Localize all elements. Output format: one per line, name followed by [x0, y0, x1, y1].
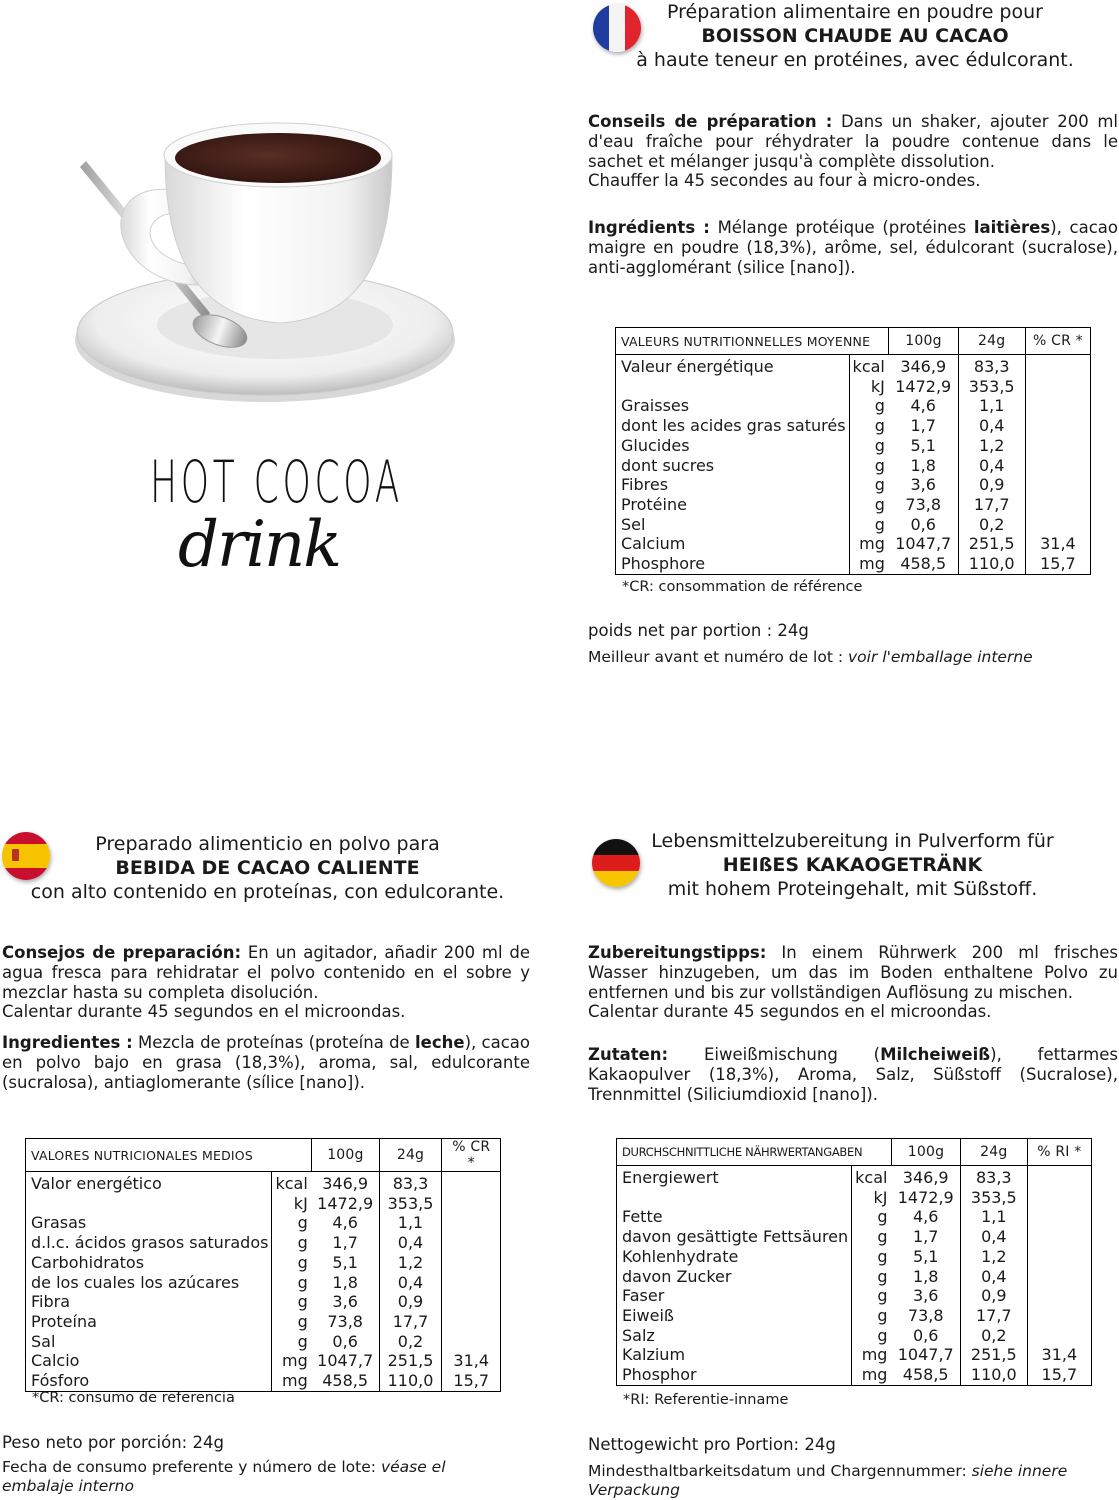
nutrition-row: [617, 1365, 1092, 1385]
nutrient-unit: g: [852, 1207, 892, 1227]
nutrient-name: Protéine: [616, 495, 850, 515]
es-title-line3: con alto contenido en proteínas, con edulcorante.: [30, 881, 505, 903]
nutrient-unit: g: [849, 515, 889, 535]
nutrient-name: Fibres: [616, 475, 850, 495]
nutrient-name: Carbohidratos: [26, 1253, 272, 1273]
de-footnote: *RI: Referentie-inname: [623, 1392, 789, 1408]
nutrition-row: [616, 436, 1091, 456]
value-100g: 1472,9: [889, 377, 958, 397]
nutrient-name: dont sucres: [616, 456, 850, 476]
value-24g: 1,1: [960, 1207, 1027, 1227]
nutrition-row: [617, 1247, 1092, 1267]
fr-preparation-text: [588, 112, 1118, 191]
value-cr: [1027, 1166, 1091, 1188]
es-col-100g: 100g: [312, 1139, 379, 1172]
de-prep-label: Zubereitungstipps:: [588, 943, 767, 962]
nutrient-unit: kcal: [849, 355, 889, 377]
value-100g: 4,6: [891, 1207, 960, 1227]
fr-product-title: [610, 0, 1100, 72]
nutrient-name: Glucides: [616, 436, 850, 456]
de-col-header: DURCHSCHNITTLICHE NÄHRWERTANGABEN: [617, 1139, 892, 1166]
nutrient-name: d.l.c. ácidos grasos saturados: [26, 1233, 272, 1253]
value-cr: 31,4: [442, 1351, 501, 1371]
nutrition-row: [26, 1312, 501, 1332]
value-100g: 0,6: [889, 515, 958, 535]
nutrient-name: Calcio: [26, 1351, 272, 1371]
nutrient-unit: g: [272, 1253, 312, 1273]
value-24g: 1,1: [379, 1213, 442, 1233]
cocoa-cup-image: [70, 95, 460, 415]
de-net-weight: Nettogewicht pro Portion: 24g: [588, 1435, 836, 1454]
fr-ingr-label: Ingrédients :: [588, 218, 710, 237]
value-100g: 1,7: [891, 1227, 960, 1247]
value-cr: 31,4: [1027, 1345, 1091, 1365]
de-title-line2: HEIßES KAKAOGETRÄNK: [722, 854, 983, 876]
es-best-value: véase el embalaje interno: [2, 1458, 446, 1495]
value-cr: [442, 1194, 501, 1214]
de-col-24g: 24g: [960, 1139, 1027, 1166]
value-24g: 0,4: [960, 1267, 1027, 1287]
value-24g: 0,9: [960, 1286, 1027, 1306]
nutrition-row: [617, 1207, 1092, 1227]
value-24g: 353,5: [960, 1188, 1027, 1208]
nutrient-name: Fibra: [26, 1292, 272, 1312]
value-24g: 0,4: [960, 1227, 1027, 1247]
nutrient-unit: g: [849, 495, 889, 515]
value-cr: [1025, 456, 1090, 476]
value-cr: [1027, 1207, 1091, 1227]
de-nutrition-table: [616, 1138, 1092, 1386]
value-cr: [1027, 1227, 1091, 1247]
fr-net-weight: poids net par portion : 24g: [588, 621, 809, 640]
value-100g: 73,8: [891, 1306, 960, 1326]
es-prep-body2: Calentar durante 45 segundos en el microondas.: [2, 1002, 406, 1022]
value-100g: 1472,9: [891, 1188, 960, 1208]
fr-best-value: voir l'emballage interne: [848, 648, 1033, 666]
fr-ingr-b: ), cacao maigre en poudre (18,3%), arôme, sel, édulcorant (sucralose), anti-agglomérant (silice [nano]).: [588, 218, 1118, 277]
nutrient-name: Fette: [617, 1207, 852, 1227]
nutrition-row: [617, 1188, 1092, 1208]
value-100g: 1047,7: [889, 534, 958, 554]
value-100g: 1047,7: [891, 1345, 960, 1365]
value-100g: 5,1: [312, 1253, 379, 1273]
value-cr: [442, 1332, 501, 1352]
value-100g: 4,6: [889, 396, 958, 416]
es-col-cr: % CR *: [442, 1139, 501, 1172]
value-24g: 0,4: [958, 416, 1025, 436]
value-24g: 83,3: [958, 355, 1025, 377]
value-cr: [1025, 396, 1090, 416]
nutrient-name: [617, 1188, 852, 1208]
value-100g: 458,5: [889, 554, 958, 574]
de-product-title: [615, 829, 1090, 901]
nutrient-unit: g: [852, 1306, 892, 1326]
de-best-label: Mindesthaltbarkeitsdatum und Chargennummer:: [588, 1462, 972, 1480]
value-100g: 1,7: [889, 416, 958, 436]
fr-ingr-allergen: laitières: [973, 218, 1051, 237]
nutrition-row: [617, 1326, 1092, 1346]
nutrient-unit: g: [272, 1312, 312, 1332]
nutrient-name: Fósforo: [26, 1371, 272, 1391]
nutrition-row: [617, 1306, 1092, 1326]
es-nutrition-table: [25, 1138, 501, 1392]
es-best-before: [2, 1458, 472, 1496]
value-cr: [1027, 1306, 1091, 1326]
value-24g: 251,5: [379, 1351, 442, 1371]
nutrient-name: davon gesättigte Fettsäuren: [617, 1227, 852, 1247]
nutrient-unit: g: [852, 1247, 892, 1267]
nutrient-unit: kJ: [849, 377, 889, 397]
value-cr: [1027, 1188, 1091, 1208]
nutrient-unit: g: [852, 1267, 892, 1287]
nutrient-name: Grasas: [26, 1213, 272, 1233]
de-ingr-label: Zutaten:: [588, 1045, 669, 1064]
fr-title-line2: BOISSON CHAUDE AU CACAO: [701, 25, 1009, 47]
nutrient-unit: g: [849, 416, 889, 436]
es-ingr-a: Mezcla de proteínas (proteína de: [132, 1033, 415, 1052]
nutrient-unit: kcal: [852, 1166, 892, 1188]
value-100g: 3,6: [891, 1286, 960, 1306]
nutrient-name: Kohlenhydrate: [617, 1247, 852, 1267]
value-24g: 1,1: [958, 396, 1025, 416]
de-ingr-allergen: Milcheiweiß: [880, 1045, 991, 1064]
value-24g: 17,7: [379, 1312, 442, 1332]
value-100g: 346,9: [889, 355, 958, 377]
nutrition-row: [616, 456, 1091, 476]
nutrient-name: Sel: [616, 515, 850, 535]
value-cr: [1025, 377, 1090, 397]
value-24g: 17,7: [958, 495, 1025, 515]
fr-col-header: VALEURS NUTRITIONNELLES MOYENNE: [616, 328, 889, 355]
value-cr: [1027, 1326, 1091, 1346]
value-cr: [1025, 475, 1090, 495]
value-100g: 3,6: [889, 475, 958, 495]
nutrient-unit: g: [852, 1326, 892, 1346]
value-100g: 1,8: [889, 456, 958, 476]
value-24g: 0,2: [960, 1326, 1027, 1346]
fr-prep-body: Dans un shaker, ajouter 200 ml d'eau fraîche pour réhydrater la poudre contenue dans le sachet et mélanger jusqu'à complète dissolution.: [588, 112, 1118, 171]
de-ingr-b: ), fettarmes Kakaopulver (18,3%), Aroma, Salz, Süßstoff (Sucralose), Trennmittel (Siliciumdioxid [nano]).: [588, 1045, 1118, 1104]
value-cr: [1025, 355, 1090, 377]
value-24g: 110,0: [958, 554, 1025, 574]
value-100g: 0,6: [891, 1326, 960, 1346]
value-cr: [442, 1233, 501, 1253]
nutrient-unit: mg: [272, 1371, 312, 1391]
value-cr: [1025, 515, 1090, 535]
value-24g: 0,2: [958, 515, 1025, 535]
nutrition-row: [616, 416, 1091, 436]
nutrition-row: [616, 534, 1091, 554]
nutrient-unit: g: [849, 396, 889, 416]
nutrient-name: Faser: [617, 1286, 852, 1306]
fr-title-line1: Préparation alimentaire en poudre pour: [667, 1, 1043, 23]
nutrient-name: davon Zucker: [617, 1267, 852, 1287]
value-24g: 1,2: [960, 1247, 1027, 1267]
nutrient-name: Proteína: [26, 1312, 272, 1332]
nutrient-unit: g: [849, 475, 889, 495]
es-ingredients-text: [2, 1033, 530, 1092]
fr-ingr-a: Mélange protéique (protéines: [709, 218, 974, 237]
es-col-header: VALORES NUTRICIONALES MEDIOS: [26, 1139, 312, 1172]
value-100g: 5,1: [889, 436, 958, 456]
de-title-line1: Lebensmittelzubereitung in Pulverform für: [651, 830, 1054, 852]
nutrition-row: [26, 1292, 501, 1312]
nutrient-name: dont les acides gras saturés: [616, 416, 850, 436]
value-100g: 346,9: [891, 1166, 960, 1188]
es-preparation-text: [2, 943, 530, 1022]
fr-nutrition-table: [615, 327, 1091, 575]
value-100g: 1047,7: [312, 1351, 379, 1371]
value-cr: [1027, 1286, 1091, 1306]
value-24g: 251,5: [960, 1345, 1027, 1365]
nutrition-row: [617, 1166, 1092, 1188]
nutrition-row: [26, 1233, 501, 1253]
value-24g: 83,3: [379, 1172, 442, 1194]
nutrient-unit: g: [852, 1227, 892, 1247]
value-cr: [1027, 1247, 1091, 1267]
value-24g: 0,4: [379, 1273, 442, 1293]
value-100g: 73,8: [889, 495, 958, 515]
fr-best-before: [588, 648, 1108, 667]
nutrition-row: [616, 515, 1091, 535]
de-ingr-a: Eiweißmischung (: [668, 1045, 881, 1064]
nutrient-name: Sal: [26, 1332, 272, 1352]
nutrient-unit: g: [849, 436, 889, 456]
value-24g: 110,0: [960, 1365, 1027, 1385]
value-24g: 0,4: [958, 456, 1025, 476]
es-prep-body: En un agitador, añadir 200 ml de agua fresca para rehidratar el polvo contenido en el sobre y mezclar hasta su completa disolución.: [2, 943, 530, 1002]
nutrient-unit: mg: [849, 534, 889, 554]
nutrition-row: [617, 1345, 1092, 1365]
nutrient-name: Phosphore: [616, 554, 850, 574]
nutrient-unit: g: [272, 1332, 312, 1352]
value-24g: 1,2: [958, 436, 1025, 456]
value-100g: 1472,9: [312, 1194, 379, 1214]
fr-footnote: *CR: consommation de référence: [622, 579, 863, 595]
value-cr: [1025, 436, 1090, 456]
nutrient-name: Energiewert: [617, 1166, 852, 1188]
nutrition-row: [617, 1286, 1092, 1306]
nutrition-row: [26, 1253, 501, 1273]
value-24g: 0,2: [379, 1332, 442, 1352]
nutrient-name: [26, 1194, 272, 1214]
es-col-24g: 24g: [379, 1139, 442, 1172]
value-24g: 353,5: [958, 377, 1025, 397]
value-100g: 458,5: [891, 1365, 960, 1385]
value-24g: 110,0: [379, 1371, 442, 1391]
fr-title-line3: à haute teneur en protéines, avec édulcorant.: [636, 49, 1074, 71]
value-100g: 0,6: [312, 1332, 379, 1352]
value-24g: 1,2: [379, 1253, 442, 1273]
value-100g: 3,6: [312, 1292, 379, 1312]
nutrient-unit: kJ: [852, 1188, 892, 1208]
nutrition-row: [26, 1273, 501, 1293]
nutrition-row: [26, 1332, 501, 1352]
value-cr: 15,7: [442, 1371, 501, 1391]
value-100g: 73,8: [312, 1312, 379, 1332]
value-100g: 1,7: [312, 1233, 379, 1253]
nutrient-unit: mg: [852, 1365, 892, 1385]
nutrition-row: [617, 1267, 1092, 1287]
nutrient-name: Phosphor: [617, 1365, 852, 1385]
de-best-before: [588, 1462, 1098, 1500]
nutrition-row: [26, 1194, 501, 1214]
value-100g: 1,8: [312, 1273, 379, 1293]
fr-prep-body2: Chauffer la 45 secondes au four à micro-ondes.: [588, 171, 981, 191]
value-cr: [442, 1273, 501, 1293]
es-net-weight: Peso neto por porción: 24g: [2, 1433, 224, 1452]
value-cr: [1027, 1267, 1091, 1287]
es-title-line1: Preparado alimenticio en polvo para: [95, 833, 440, 855]
nutrient-unit: kcal: [272, 1172, 312, 1194]
value-cr: 15,7: [1025, 554, 1090, 574]
value-24g: 17,7: [960, 1306, 1027, 1326]
value-cr: [442, 1312, 501, 1332]
nutrition-row: [616, 554, 1091, 574]
nutrient-name: [616, 377, 850, 397]
hero-title-drink: drink: [178, 508, 341, 582]
de-prep-body2: Calentar durante 45 segundos en el microondas.: [588, 1002, 992, 1022]
de-col-100g: 100g: [891, 1139, 960, 1166]
nutrient-unit: kJ: [272, 1194, 312, 1214]
nutrient-name: de los cuales los azúcares: [26, 1273, 272, 1293]
nutrition-row: [26, 1213, 501, 1233]
nutrient-unit: g: [272, 1233, 312, 1253]
nutrition-row: [616, 377, 1091, 397]
value-100g: 458,5: [312, 1371, 379, 1391]
es-best-label: Fecha de consumo preferente y número de lote:: [2, 1458, 381, 1476]
nutrition-row: [617, 1227, 1092, 1247]
fr-col-cr: % CR *: [1025, 328, 1090, 355]
nutrient-unit: mg: [852, 1345, 892, 1365]
nutrient-name: Valor energético: [26, 1172, 272, 1194]
de-preparation-text: [588, 943, 1118, 1022]
nutrition-row: [616, 475, 1091, 495]
value-24g: 251,5: [958, 534, 1025, 554]
value-24g: 353,5: [379, 1194, 442, 1214]
es-product-title: [15, 832, 520, 904]
nutrient-name: Kalzium: [617, 1345, 852, 1365]
nutrient-name: Calcium: [616, 534, 850, 554]
nutrition-row: [26, 1172, 501, 1194]
nutrient-unit: g: [852, 1286, 892, 1306]
es-ingr-allergen: leche: [415, 1033, 465, 1052]
value-24g: 0,9: [379, 1292, 442, 1312]
value-24g: 83,3: [960, 1166, 1027, 1188]
nutrient-unit: g: [849, 456, 889, 476]
fr-col-24g: 24g: [958, 328, 1025, 355]
nutrient-name: Valeur énergétique: [616, 355, 850, 377]
nutrition-row: [616, 355, 1091, 377]
nutrient-name: Graisses: [616, 396, 850, 416]
fr-ingredients-text: [588, 218, 1118, 277]
value-cr: [1025, 416, 1090, 436]
fr-best-label: Meilleur avant et numéro de lot :: [588, 648, 848, 666]
nutrient-unit: mg: [272, 1351, 312, 1371]
de-title-line3: mit hohem Proteingehalt, mit Süßstoff.: [667, 878, 1038, 900]
nutrient-name: Eiweiß: [617, 1306, 852, 1326]
value-100g: 5,1: [891, 1247, 960, 1267]
nutrient-unit: g: [272, 1292, 312, 1312]
de-ingredients-text: [588, 1045, 1118, 1104]
nutrition-row: [26, 1351, 501, 1371]
nutrition-row: [26, 1371, 501, 1391]
es-ingr-b: ), cacao en polvo bajo en grasa (18,3%), aroma, sal, edulcorante (sucralosa), antiaglomerante (sílice [nano]).: [2, 1033, 530, 1092]
es-ingr-label: Ingredientes :: [2, 1033, 133, 1052]
nutrient-name: Salz: [617, 1326, 852, 1346]
fr-col-100g: 100g: [889, 328, 958, 355]
hero-title-hot-cocoa: HOT COCOA: [150, 448, 404, 516]
value-cr: [1025, 495, 1090, 515]
nutrition-row: [616, 396, 1091, 416]
de-col-ri: % RI *: [1027, 1139, 1091, 1166]
value-cr: [442, 1292, 501, 1312]
value-24g: 0,4: [379, 1233, 442, 1253]
es-footnote: *CR: consumo de referencia: [32, 1390, 235, 1406]
es-title-line2: BEBIDA DE CACAO CALIENTE: [115, 857, 420, 879]
nutrient-unit: g: [272, 1213, 312, 1233]
value-cr: [442, 1253, 501, 1273]
nutrient-unit: g: [272, 1273, 312, 1293]
value-24g: 0,9: [958, 475, 1025, 495]
value-cr: 31,4: [1025, 534, 1090, 554]
de-prep-body: In einem Rührwerk 200 ml frisches Wasser hinzugeben, um das im Boden enthaltene Polvo zu entfernen und bis zur vollständigen Auflösung zu mischen.: [588, 943, 1118, 1002]
value-100g: 1,8: [891, 1267, 960, 1287]
value-cr: 15,7: [1027, 1365, 1091, 1385]
nutrient-unit: mg: [849, 554, 889, 574]
de-best-value: siehe innere Verpackung: [588, 1462, 1068, 1499]
nutrition-row: [616, 495, 1091, 515]
value-cr: [442, 1213, 501, 1233]
es-prep-label: Consejos de preparación:: [2, 943, 242, 962]
value-100g: 4,6: [312, 1213, 379, 1233]
value-cr: [442, 1172, 501, 1194]
fr-prep-label: Conseils de préparation :: [588, 112, 833, 131]
value-100g: 346,9: [312, 1172, 379, 1194]
